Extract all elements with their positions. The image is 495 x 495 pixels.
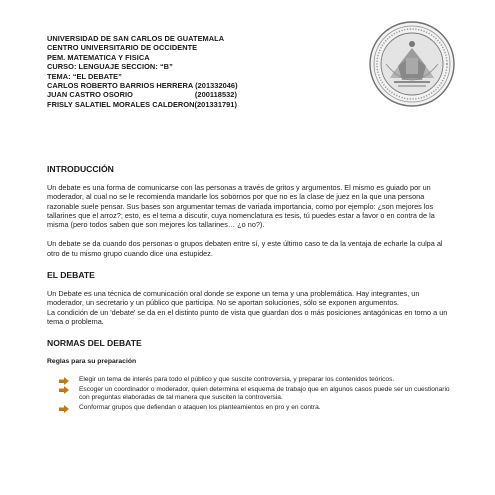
student-id: (200118532) — [194, 90, 237, 100]
section-heading-introduccion: INTRODUCCIÓN — [47, 164, 114, 174]
rules-list — [47, 376, 452, 412]
university-seal-icon — [368, 20, 456, 108]
debate-paragraph: Un Debate es una técnica de comunicación oral donde se expone un tema y una problemática. Hay integrantes, un moderador, un secretario y un público que participa. No se aportan soluciones, sólo se exponen argumentos. — [47, 289, 420, 308]
header-line: CURSO: LENGUAJE SECCION: “B” — [47, 62, 173, 72]
list-item — [59, 386, 452, 403]
list-item — [59, 376, 452, 385]
header-line-juan — [47, 90, 347, 99]
intro-paragraph: Un debate se da cuando dos personas o grupos debaten entre sí, y este último caso te da la ventaja de echarle la culpa al otro de tu mismo grupo cuando dice una estupidez. — [47, 239, 443, 258]
student-name: JUAN CASTRO OSORIO — [47, 90, 133, 100]
document-body — [47, 164, 452, 414]
list-item-text: Conformar grupos que defiendan o ataquen los planteamientos en pro y en contra. — [79, 404, 321, 412]
list-item-text: Escoger un coordinador o moderador, quien determina el esquema de trabajo que en algunos casos puede ser un cuestionario con preguntas elaboradas de tal manera que susciten la controversia. — [79, 385, 450, 402]
arrow-bullet-icon — [59, 386, 69, 394]
header-line: UNIVERSIDAD DE SAN CARLOS DE GUATEMALA — [47, 34, 225, 43]
header-line: FRISLY SALATIEL MORALES CALDERON(201331791) — [47, 99, 237, 109]
header-line: CENTRO UNIVERSITARIO DE OCCIDENTE — [47, 43, 198, 53]
header-line: PEM. MATEMATICA Y FISICA — [47, 52, 150, 62]
section-heading-normas: NORMAS DEL DEBATE — [47, 338, 142, 349]
arrow-bullet-icon — [59, 405, 69, 413]
cover-header — [47, 34, 347, 109]
list-item-text: Elegir un tema de interés para todo el público y que suscite controversia, y preparar los contenidos teóricos. — [79, 376, 395, 384]
debate-paragraph: La condición de un 'debate' se da en el distinto punto de vista que guardan dos o más posiciones antagónicas en torno a un tema o problema. — [47, 307, 448, 326]
header-line: TEMA: “EL DEBATE” — [47, 71, 122, 81]
list-item — [59, 404, 452, 413]
intro-paragraph: Un debate es una forma de comunicarse con las personas a través de gritos y argumentos. El mismo es guiado por un moderador, al cual no se le recomienda mandarle los sobornos por que no es la clase de juez en la que una persona razonable suele pensar. Sus bases son argumentar temas de variada importancia, como por ejemplo: ¿son mejores los tallarines que el arroz?; esto, es el tema a discutir, cuya nomenclatura es tesis, tú puedes estar a favor o en contra de la misma (pero todos saben que son mejores los tallarines… ¿o no?). — [47, 183, 435, 230]
arrow-bullet-icon — [59, 377, 69, 385]
section-heading-el-debate: EL DEBATE — [47, 270, 95, 281]
header-line: CARLOS ROBERTO BARRIOS HERRERA (201332046) — [47, 81, 238, 91]
subsection-heading-reglas: Reglas para su preparación — [47, 358, 137, 366]
